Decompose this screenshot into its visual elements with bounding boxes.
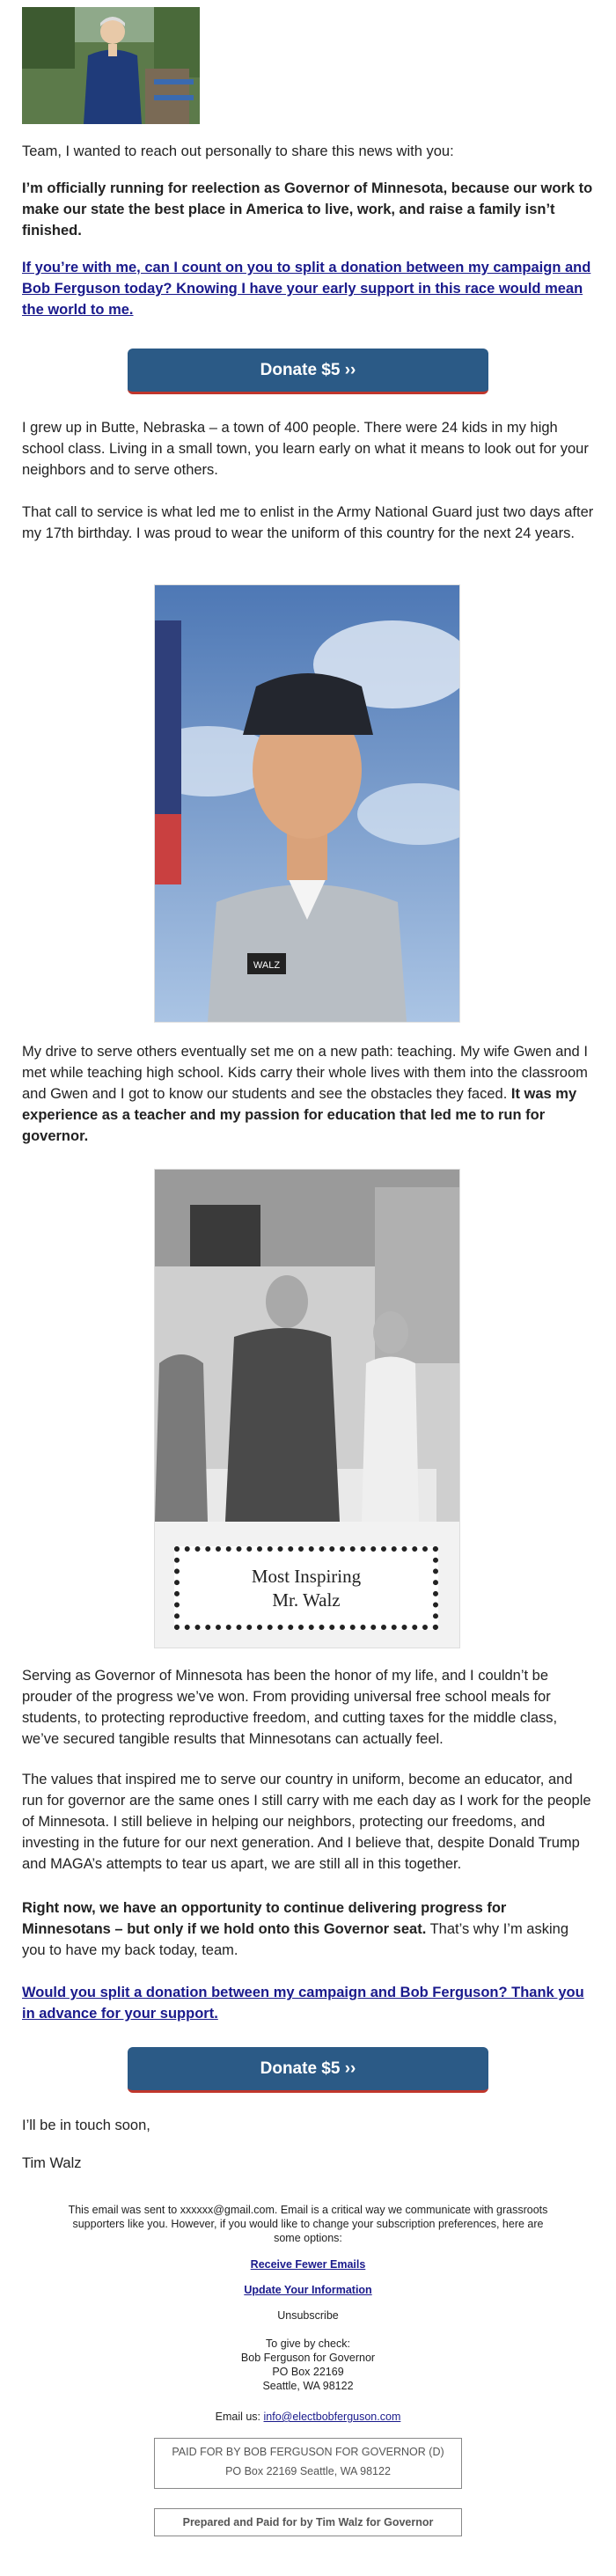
- donation-ask-link-2[interactable]: Would you split a donation between my campaign and Bob Ferguson? Thank you in advance for your support.: [22, 1985, 584, 2022]
- announcement-text: I’m officially running for reelection as Governor of Minnesota, because our work to make our state the best place in America to live, work, and raise a family isn’t finished.: [22, 180, 593, 239]
- signature-text: Tim Walz: [22, 2155, 82, 2171]
- values-paragraph: The values that inspired me to serve our country in uniform, become an educator, and run for governor are the same ones I still carry with me each day as I work for the people of Minnesota. I still believe in helping our neighbors, protecting our freedoms, and investing in the future for our next generation. And I believe that, despite Donald Trump and MAGA’s attempts to tear us apart, we are still all in this together.: [22, 1772, 591, 1872]
- army-portrait-photo: [154, 584, 460, 1023]
- header-photo: [22, 7, 200, 124]
- donate-button-1[interactable]: Donate $5 ››: [128, 349, 488, 394]
- prepared-by-box: [154, 2508, 462, 2536]
- name-tag: WALZ: [253, 960, 281, 971]
- yearbook-caption-line1: Most Inspiring: [251, 1566, 362, 1587]
- check-line-1: To give by check:: [266, 2337, 350, 2350]
- yearbook-photo: [154, 1169, 460, 1648]
- teaching-paragraph-emphasis: It was my experience as a teacher and my passion for education that led me to run for governor.: [22, 1086, 577, 1144]
- paid-for-box: [154, 2438, 462, 2489]
- check-line-2: Bob Ferguson for Governor: [240, 2352, 376, 2364]
- check-address: [176, 2337, 440, 2393]
- intro-text: Team, I wanted to reach out personally to share this news with you:: [22, 143, 454, 159]
- yearbook-caption: [174, 1546, 438, 1630]
- prepared-by-text: Prepared and Paid for by Tim Walz for Governor: [182, 2516, 434, 2528]
- paid-line-1: PAID FOR BY BOB FERGUSON FOR GOVERNOR (D): [172, 2446, 444, 2458]
- donation-ask-link-1[interactable]: If you’re with me, can I count on you to split a donation between my campaign and Bob Ferguson today? Knowing I have your early support in this race would mean the world to me.: [22, 260, 591, 318]
- butte-paragraph: I grew up in Butte, Nebraska – a town of 400 people. There were 24 kids in my high school class. Living in a small town, you learn early on what it means to look out for your neighbors and to serve others.: [22, 420, 589, 478]
- donate-button-2[interactable]: Donate $5 ››: [128, 2047, 488, 2093]
- right-now-text: That’s why I’m asking you to have my back today, team.: [22, 1921, 569, 1958]
- paid-line-2: PO Box 22169 Seattle, WA 98122: [225, 2465, 391, 2477]
- footer-notice: This email was sent to xxxxxx@gmail.com. Email is a critical way we communicate with grassroots supporters like you. However, if you would like to change your subscription preferences, here are some options:: [68, 2204, 548, 2244]
- check-line-3: PO Box 22169: [272, 2366, 344, 2378]
- yearbook-caption-line2: Mr. Walz: [272, 1589, 341, 1611]
- national-guard-paragraph: That call to service is what led me to enlist in the Army National Guard just two days after my 17th birthday. I was proud to wear the uniform of this country for the next 24 years.: [22, 504, 594, 541]
- serving-paragraph: Serving as Governor of Minnesota has been the honor of my life, and I couldn’t be prouder of the progress we’ve won. From providing universal free school meals for students, to protecting reproductive freedom, and cutting taxes for the middle class, we’ve secured tangible results that Minnesotans can actually feel.: [22, 1668, 558, 1747]
- unsubscribe-link[interactable]: Unsubscribe: [277, 2309, 339, 2322]
- email-us-link[interactable]: info@electbobferguson.com: [263, 2411, 401, 2423]
- teaching-paragraph: [22, 1041, 594, 1147]
- update-information-link[interactable]: Update Your Information: [244, 2284, 372, 2296]
- check-line-4: Seattle, WA 98122: [262, 2380, 354, 2392]
- right-now-paragraph: [22, 1897, 594, 1961]
- email-us-line: [132, 2410, 484, 2424]
- closing-text: I’ll be in touch soon,: [22, 2117, 150, 2133]
- receive-fewer-emails-link[interactable]: Receive Fewer Emails: [250, 2258, 366, 2271]
- email-us-label: Email us:: [215, 2411, 264, 2423]
- teaching-paragraph-text: My drive to serve others eventually set me on a new path: teaching. My wife Gwen and I met while teaching high school. Kids carry their whole lives with them into the classroom and Gwen and I got to know our students and see the obstacles they faced.: [22, 1044, 588, 1102]
- right-now-emphasis: Right now, we have an opportunity to continue delivering progress for Minnesotans – but only if we hold onto this Governor seat.: [22, 1900, 507, 1937]
